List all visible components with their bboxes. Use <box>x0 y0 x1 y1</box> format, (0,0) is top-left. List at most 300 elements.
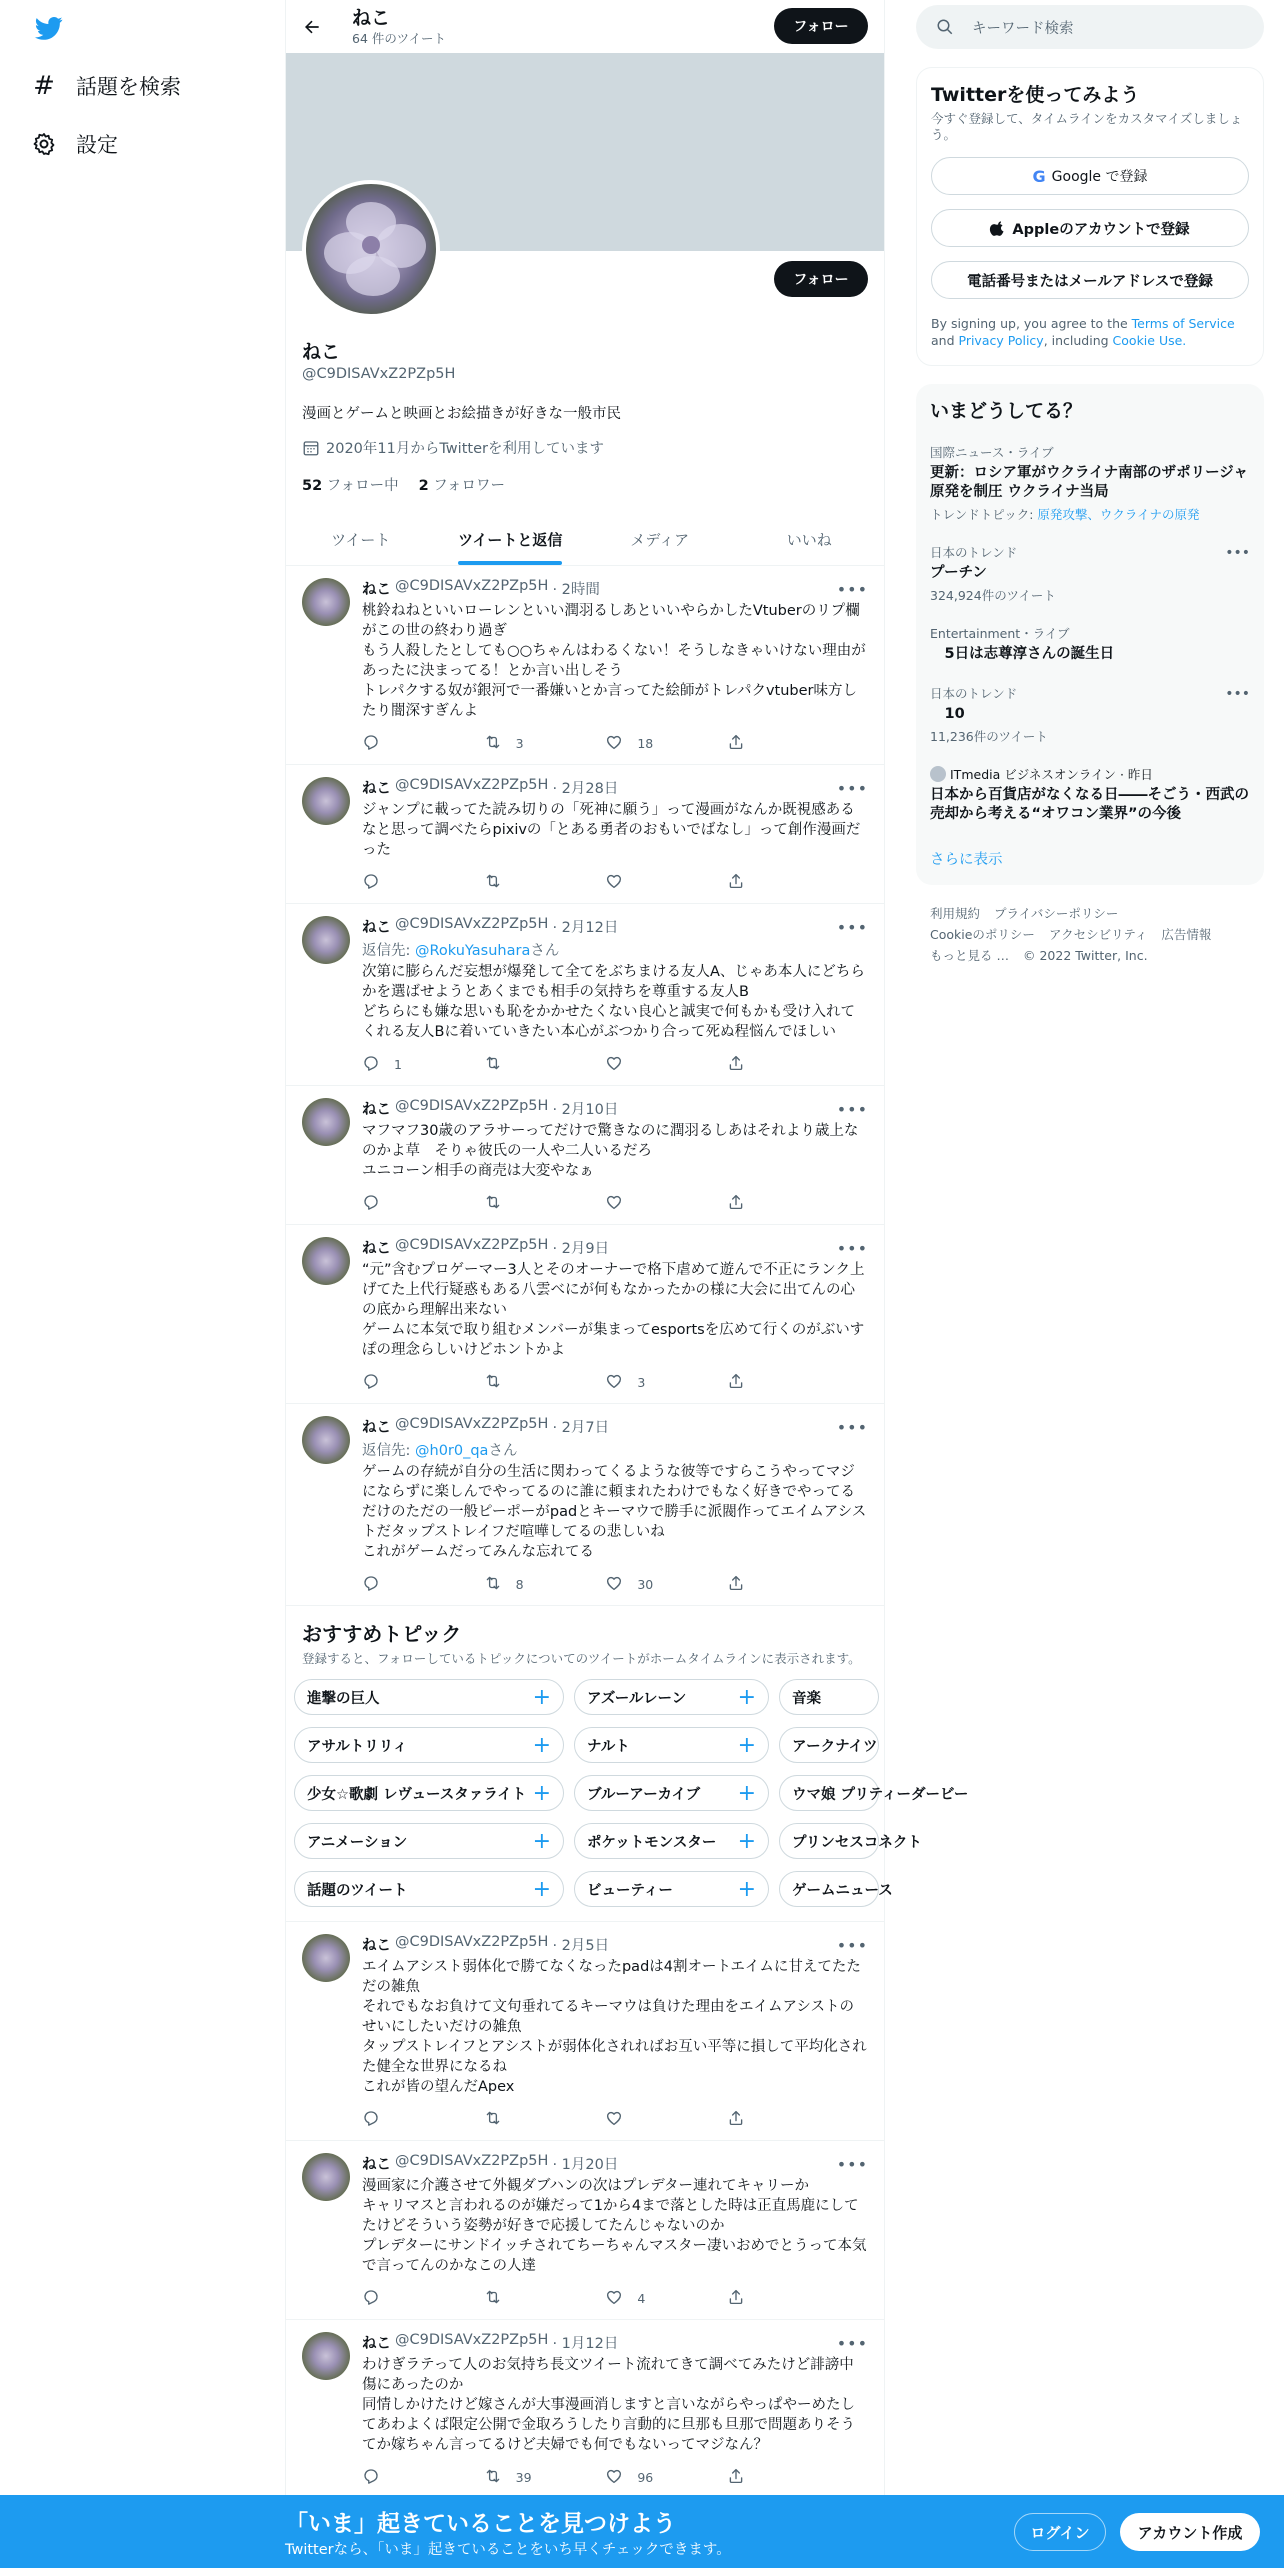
share-icon <box>727 872 745 893</box>
trend-context <box>930 765 1250 783</box>
tweet-avatar[interactable] <box>302 1416 350 1464</box>
tweet-actions <box>362 2288 787 2309</box>
heart-icon <box>605 1574 623 1595</box>
trend-context-text: 日本のトレンド <box>930 686 1018 701</box>
reply-prefix: 返信先: <box>362 1443 415 1459</box>
reply-to-handle[interactable]: @h0r0_qa <box>415 1443 489 1459</box>
tweet-time[interactable]: · 2月12日 <box>552 920 619 936</box>
topic-chip[interactable] <box>574 1727 769 1763</box>
like-count: 3 <box>637 1375 646 1390</box>
tweet-text: エイムアシスト弱体化で勝てなくなったpadは4割オートエイムに甘えてたただの雑魚 それでもなお負けて文句垂れてるキーマウは負けた理由をエイムアシストのせいにしたいだけの雑魚 タップストレイフとアシストが弱体化されればお互い平等に損して平均化された健全な世界になるね これが皆の望んだApex <box>362 1959 867 2095</box>
plus-icon[interactable]: + <box>737 1876 756 1902</box>
tweet-time[interactable]: · 2月10日 <box>552 1102 619 1118</box>
tweet[interactable] <box>286 1225 884 1404</box>
tweet-author-name[interactable]: ねこ <box>362 2157 391 2173</box>
topic-chip[interactable] <box>574 1679 769 1715</box>
show-more-link[interactable]: さらに表示 <box>930 852 1003 868</box>
footer-link[interactable]: 利用規約 <box>930 906 981 921</box>
retweet-icon <box>484 2109 502 2130</box>
like-button[interactable] <box>605 733 665 754</box>
tweet-author-name[interactable]: ねこ <box>362 781 391 797</box>
trend-topic-link[interactable]: 原発攻撃、ウクライナの原発 <box>1037 507 1200 522</box>
reply-icon <box>362 872 380 893</box>
login-button[interactable]: ログイン <box>1014 2513 1106 2551</box>
retweet-count: 3 <box>515 736 524 751</box>
tweet-author-name[interactable]: ねこ <box>362 1420 391 1436</box>
reply-suffix: さん <box>488 1443 518 1459</box>
more-options-icon[interactable]: ••• <box>836 1239 868 1258</box>
topic-row <box>294 1775 969 1811</box>
header-follow-button[interactable]: フォロー <box>774 8 868 44</box>
tweet-author-name[interactable]: ねこ <box>362 1102 391 1118</box>
following-label: フォロー中 <box>326 478 399 494</box>
timeline-section-2 <box>286 1922 884 2499</box>
calendar-icon <box>302 439 320 457</box>
trend-meta <box>930 727 1250 745</box>
footer-links <box>916 903 1264 966</box>
footer-link[interactable]: プライバシーポリシー <box>994 906 1119 921</box>
retweet-button[interactable] <box>484 1193 544 1214</box>
tweet-actions <box>362 1574 787 1595</box>
share-icon <box>727 1054 745 1075</box>
more-options-icon[interactable]: ••• <box>836 779 868 798</box>
reply-icon <box>362 1574 380 1595</box>
reply-icon <box>362 2288 380 2309</box>
trend-context-text: Entertainment・ライブ <box>930 626 1070 641</box>
reply-button[interactable] <box>362 1193 422 1214</box>
like-count: 30 <box>637 1577 654 1592</box>
like-button[interactable] <box>605 2467 665 2488</box>
trend-item[interactable] <box>930 664 1250 745</box>
tweet[interactable] <box>286 566 884 765</box>
profile-joined-text: 2020年11月からTwitterを利用しています <box>326 441 604 457</box>
plus-icon[interactable]: + <box>532 1684 551 1710</box>
reply-icon <box>362 1054 380 1075</box>
tweet-avatar[interactable] <box>302 1098 350 1146</box>
topic-row <box>294 1679 868 1715</box>
tab-tweets-and-replies[interactable]: ツイートと返信 <box>436 513 586 565</box>
phone-email-signup-button[interactable]: 電話番号またはメールアドレスで登録 <box>931 261 1249 299</box>
heart-icon <box>605 1054 623 1075</box>
share-button[interactable] <box>727 2467 787 2488</box>
reply-button[interactable] <box>362 872 422 893</box>
profile-header-bar <box>286 0 884 53</box>
reply-button[interactable] <box>362 2109 422 2130</box>
terms-text-1: By signing up, you agree to the <box>931 316 1132 331</box>
plus-icon[interactable]: + <box>532 1780 551 1806</box>
share-button[interactable] <box>727 1574 787 1595</box>
topic-label: アークナイツ <box>792 1738 878 1755</box>
topic-label: 進撃の巨人 <box>307 1690 380 1707</box>
retweet-icon <box>484 1054 502 1075</box>
topic-chip[interactable] <box>574 1871 769 1907</box>
like-button[interactable] <box>605 1372 665 1393</box>
footer-link[interactable]: Cookieのポリシー <box>930 927 1035 942</box>
trend-context <box>930 543 1250 561</box>
retweet-button[interactable] <box>484 733 544 754</box>
header-tweet-count: 64 件のツイート <box>352 30 447 46</box>
topic-label: アニメーション <box>307 1834 408 1851</box>
signup-button[interactable]: アカウント作成 <box>1120 2513 1260 2551</box>
reply-suffix: さん <box>530 943 560 959</box>
topic-chip[interactable] <box>779 1871 893 1907</box>
topic-row <box>294 1871 893 1907</box>
reply-prefix: 返信先: <box>362 943 415 959</box>
more-options-icon[interactable]: ••• <box>1225 545 1250 561</box>
tweet-author-handle[interactable]: @C9DISAVxZ2PZp5H <box>395 2153 549 2169</box>
trend-context <box>930 684 1250 702</box>
retweet-icon <box>484 2288 502 2309</box>
like-button[interactable] <box>605 872 665 893</box>
topic-label: プリンセスコネクト <box>792 1834 922 1851</box>
share-button[interactable] <box>727 2288 787 2309</box>
tweet-time[interactable]: · 2月5日 <box>552 1938 610 1954</box>
tweet-actions <box>362 872 787 893</box>
retweet-button[interactable] <box>484 2109 544 2130</box>
search-input[interactable] <box>916 5 1264 49</box>
search-placeholder: キーワード検索 <box>972 20 1074 37</box>
more-options-icon[interactable]: ••• <box>836 580 868 599</box>
share-icon <box>727 2109 745 2130</box>
trend-item[interactable] <box>930 423 1250 523</box>
topics-title: おすすめトピック <box>302 1622 462 1646</box>
topic-chip[interactable] <box>294 1679 564 1715</box>
more-options-icon[interactable]: ••• <box>836 1100 868 1119</box>
reply-icon <box>362 2467 380 2488</box>
tweet-avatar[interactable] <box>302 2332 350 2380</box>
tab-likes[interactable]: いいね <box>786 530 832 549</box>
like-count: 18 <box>637 736 654 751</box>
trend-item[interactable] <box>930 604 1250 664</box>
tweet-author-handle[interactable]: @C9DISAVxZ2PZp5H <box>395 777 549 793</box>
trend-context <box>930 624 1250 642</box>
topic-chip[interactable] <box>574 1823 769 1859</box>
tweet-author-name[interactable]: ねこ <box>362 1938 391 1954</box>
reply-icon <box>362 1372 380 1393</box>
retweet-count: 39 <box>515 2470 532 2485</box>
plus-icon[interactable]: + <box>532 1876 551 1902</box>
signup-card <box>916 67 1264 366</box>
retweet-icon <box>484 1574 502 1595</box>
trend-title: プーチン <box>930 565 987 581</box>
more-options-icon[interactable]: ••• <box>1225 686 1250 702</box>
profile-bio: 漫画とゲームと映画とお絵描きが好きな一般市民 <box>302 406 621 422</box>
retweet-icon <box>484 1193 502 1214</box>
like-button[interactable] <box>605 1193 665 1214</box>
trend-title: 5日は志尊淳さんの誕生日 <box>930 646 1115 662</box>
tweet-text: 漫画家に介護させて外観ダブハンの次はプレデター連れてキャリーか キャリマスと言われるのが嫌だって1から4まで落とした時は正直馬鹿にしてたけどそういう姿勢が好きで応援してたんじゃないのか プレデターにサンドイッチされてちーちゃんマスター凄いおめでとうって本気で言ってんのかなこの人達 <box>362 2178 867 2274</box>
trend-item[interactable] <box>930 523 1250 604</box>
tweet-time[interactable]: · 2時間 <box>552 582 600 598</box>
tweet-time[interactable]: · 2月7日 <box>552 1420 610 1436</box>
tweet-author-handle[interactable]: @C9DISAVxZ2PZp5H <box>395 916 549 932</box>
reply-button[interactable] <box>362 1574 422 1595</box>
nav-settings-label: 設定 <box>76 133 118 157</box>
plus-icon[interactable]: + <box>737 1780 756 1806</box>
tweet-author-handle[interactable]: @C9DISAVxZ2PZp5H <box>395 1237 549 1253</box>
topic-chip[interactable] <box>779 1679 879 1715</box>
share-icon <box>727 2288 745 2309</box>
retweet-icon <box>484 2467 502 2488</box>
cookie-use-link[interactable]: Cookie Use. <box>1112 333 1187 348</box>
profile-follow-button[interactable]: フォロー <box>774 261 868 297</box>
topic-chip[interactable] <box>294 1823 564 1859</box>
like-button[interactable] <box>605 1574 665 1595</box>
terms-of-service-link[interactable]: Terms of Service <box>1131 316 1235 331</box>
tweet-actions <box>362 2109 787 2130</box>
topics-description: 登録すると、フォローしているトピックについてのツイートがホームタイムラインに表示されます。 <box>302 1651 861 1666</box>
trend-context-text: 国際ニュース・ライブ <box>930 445 1054 460</box>
reply-button[interactable] <box>362 2288 422 2309</box>
terms-text-3: , including <box>1043 333 1113 348</box>
heart-icon <box>605 733 623 754</box>
topic-chip[interactable] <box>779 1727 879 1763</box>
tweet-time[interactable]: · 1月12日 <box>552 2336 619 2352</box>
tweet-actions <box>362 1054 787 1075</box>
apple-icon <box>990 219 1006 237</box>
retweet-button[interactable] <box>484 2467 544 2488</box>
google-icon: G <box>1032 166 1046 186</box>
tweet-author-handle[interactable]: @C9DISAVxZ2PZp5H <box>395 1416 549 1432</box>
footer-link[interactable]: アクセシビリティ <box>1048 927 1148 942</box>
topic-label: アズールレーン <box>587 1690 687 1707</box>
reply-to-handle[interactable]: @RokuYasuhara <box>415 943 531 959</box>
tweet[interactable] <box>286 2141 884 2320</box>
right-sidebar <box>916 0 1264 966</box>
followers-label: フォロワー <box>433 478 506 494</box>
tweet-avatar[interactable] <box>302 777 350 825</box>
tweet-text: ゲームの存続が自分の生活に関わってくるような彼等ですらこうやってマジにならずに楽しんでやってるのに誰に頼まれたわけでもなく好きでやってるだけのただの一般ピーポーがpadとキーマウで勝手に派閥作ってエイムアシストだタップストレイフだ喧嘩してるの悲しいね これがゲームだってみんな忘れてる <box>362 1464 867 1560</box>
tweet[interactable] <box>286 904 884 1086</box>
share-icon <box>727 2467 745 2488</box>
search-icon <box>936 18 954 36</box>
privacy-policy-link[interactable]: Privacy Policy <box>958 333 1044 348</box>
share-icon <box>727 1574 745 1595</box>
apple-signup-button[interactable] <box>931 209 1249 247</box>
tweet-author-name[interactable]: ねこ <box>362 582 391 598</box>
tweet-author-name[interactable]: ねこ <box>362 1241 391 1257</box>
following-count: 52 <box>302 478 323 494</box>
footer-link[interactable]: 広告情報 <box>1161 927 1212 942</box>
signup-title: Twitterを使ってみよう <box>931 84 1140 106</box>
nav-settings[interactable] <box>32 124 118 164</box>
tweet-text: ジャンプに載ってた読み切りの「死神に願う」って漫画がなんか既視感あるなと思って調べたらpixivの「とある勇者のおもいでばなし」って創作漫画だった <box>362 802 861 858</box>
nav-explore-label: 話題を検索 <box>76 75 181 99</box>
tweet-actions <box>362 1372 787 1393</box>
tweet-author-handle[interactable]: @C9DISAVxZ2PZp5H <box>395 578 549 594</box>
reply-button[interactable] <box>362 2467 422 2488</box>
tweet-avatar[interactable] <box>302 1934 350 1982</box>
share-button[interactable] <box>727 1372 787 1393</box>
trend-meta-text: 11,236件のツイート <box>930 729 1048 744</box>
topic-chip[interactable] <box>779 1823 922 1859</box>
retweet-button[interactable] <box>484 1574 544 1595</box>
topic-label: ゲームニュース <box>792 1882 893 1899</box>
share-button[interactable] <box>727 2109 787 2130</box>
twitter-logo-icon[interactable] <box>32 14 66 42</box>
footer-link[interactable]: もっと見る … <box>930 948 1009 963</box>
topic-label: 少女☆歌劇 レヴュースタァライト <box>307 1786 527 1803</box>
retweet-button[interactable] <box>484 872 544 893</box>
profile-info <box>286 251 884 495</box>
plus-icon[interactable]: + <box>737 1684 756 1710</box>
trend-title: 10 <box>930 706 965 722</box>
topic-label: ビューティー <box>587 1882 673 1899</box>
plus-icon[interactable]: + <box>737 1732 756 1758</box>
tab-media[interactable]: メディア <box>630 530 690 549</box>
plus-icon[interactable]: + <box>532 1732 551 1758</box>
tweet[interactable] <box>286 1922 884 2141</box>
tweet-actions <box>362 733 787 754</box>
tweet-text: “元”含むプロゲーマー3人とそのオーナーで格下虐めて遊んで不正にランク上げてた上代行疑惑もある八雲べにが何もなかったかの様に大会に出てんの心の底から理解出来ない ゲームに本気で取り組むメンバーが集まってesportsを広めて行くのがぶいすぽの理念らしいけどホントかよ <box>362 1262 865 1358</box>
tweet-author-handle[interactable]: @C9DISAVxZ2PZp5H <box>395 2332 549 2348</box>
heart-icon <box>605 1372 623 1393</box>
tweet-reply-to <box>362 1439 868 1460</box>
tweet-author-name[interactable]: ねこ <box>362 2336 391 2352</box>
signup-terms <box>931 315 1249 349</box>
more-options-icon[interactable]: ••• <box>836 1418 868 1437</box>
topic-label: ナルト <box>587 1738 630 1755</box>
publisher-avatar <box>930 766 946 782</box>
gear-icon <box>32 132 56 156</box>
tweet-text: 次第に膨らんだ妄想が爆発して全てをぶちまける友人A、じゃあ本人にどちらかを選ばせようとあくまでも相手の気持ちを尊重する友人B どちらにも嫌な思いも恥をかかせたくない良心と誠実で何もかも受け入れてくれる友人Bに着いていきたい本心がぶつかり合って死ぬ程悩んでほしい <box>362 964 865 1040</box>
trends-title: いまどうしてる？ <box>930 400 1083 422</box>
topic-chip[interactable] <box>294 1775 564 1811</box>
topic-label: アサルトリリィ <box>307 1738 408 1755</box>
heart-icon <box>605 1193 623 1214</box>
tweet[interactable] <box>286 1086 884 1225</box>
more-options-icon[interactable]: ••• <box>836 2155 868 2174</box>
profile-name: ねこ <box>302 341 341 363</box>
plus-icon[interactable]: + <box>532 1828 551 1854</box>
tweet-avatar[interactable] <box>302 916 350 964</box>
tweet-actions <box>362 1193 787 1214</box>
topic-chip[interactable] <box>574 1775 769 1811</box>
reply-count: 1 <box>394 1057 402 1072</box>
heart-icon <box>605 872 623 893</box>
timeline-section-1 <box>286 566 884 1606</box>
trend-title: 日本から百貨店がなくなる日――そごう・西武の売却から考える“オワコン業界”の今後 <box>930 787 1249 822</box>
followers-count: 2 <box>418 478 429 494</box>
reply-button[interactable] <box>362 1372 422 1393</box>
share-button[interactable] <box>727 1193 787 1214</box>
tab-tweets[interactable]: ツイート <box>331 530 391 549</box>
like-button[interactable] <box>605 1054 665 1075</box>
followers-link[interactable] <box>419 474 505 495</box>
tweet[interactable] <box>286 1404 884 1606</box>
footer-link: © 2022 Twitter, Inc. <box>1022 948 1148 963</box>
signup-subtitle: 今すぐ登録して、タイムラインをカスタマイズしましょう。 <box>931 111 1243 142</box>
nav-explore[interactable] <box>32 66 181 106</box>
trend-meta-text: トレンドトピック: <box>930 507 1038 522</box>
more-options-icon[interactable]: ••• <box>836 1936 868 1955</box>
reply-icon <box>362 2109 380 2130</box>
share-button[interactable] <box>727 872 787 893</box>
reply-button[interactable] <box>362 1054 422 1075</box>
tweet-reply-to <box>362 939 868 960</box>
trend-meta <box>930 586 1250 604</box>
tweet-author-handle[interactable]: @C9DISAVxZ2PZp5H <box>395 1934 549 1950</box>
tweet-text: わけぎラテって人のお気持ち長文ツイート流れてきて調べてみたけど誹謗中傷にあったのか 同情しかけたけど嫁さんが大事漫画消しますと言いながらやっぱやーめたしてあわよくば限定公開で金取ろうしたり言動的に旦那も旦那で問題ありそう てか嫁ちゃん言ってるけど夫婦でも何でもないってマジなん？ <box>362 2357 855 2453</box>
profile-tabs <box>286 513 884 566</box>
retweet-icon <box>484 1372 502 1393</box>
tweet-avatar[interactable] <box>302 1237 350 1285</box>
terms-text-2: and <box>931 333 959 348</box>
trend-context-text: ITmedia ビジネスオンライン · 昨日 <box>950 767 1153 782</box>
topic-label: ウマ娘 プリティーダービー <box>792 1786 969 1803</box>
retweet-button[interactable] <box>484 2288 544 2309</box>
like-button[interactable] <box>605 2109 665 2130</box>
tweet-author-name[interactable]: ねこ <box>362 920 391 936</box>
retweet-count: 8 <box>515 1577 524 1592</box>
tweet[interactable] <box>286 765 884 904</box>
following-link[interactable] <box>302 474 399 495</box>
topic-label: ブルーアーカイブ <box>587 1786 701 1803</box>
tweet-time[interactable]: · 1月20日 <box>552 2157 619 2173</box>
header-name: ねこ <box>352 6 391 29</box>
tweet[interactable] <box>286 2320 884 2499</box>
profile-follow-stats <box>302 474 868 495</box>
topic-row <box>294 1823 922 1859</box>
trend-meta-text: 324,924件のツイート <box>930 588 1056 603</box>
heart-icon <box>605 2467 623 2488</box>
share-button[interactable] <box>727 733 787 754</box>
like-count: 96 <box>637 2470 654 2485</box>
hashtag-icon: # <box>33 71 55 101</box>
tweet-text: 桃鈴ねねといいローレンといい潤羽るしあといいやらかしたVtuberのリプ欄がこの世の終わり過ぎ もう人殺したとしても○○ちゃんはわるくない！そうしなきゃいけない理由があったに決まってる！とか言い出しそう トレパクする奴が銀河で一番嫌いとか言ってた絵師がトレパクvtuber味方したり闇深すぎんよ <box>362 603 866 719</box>
retweet-button[interactable] <box>484 1372 544 1393</box>
profile-handle: @C9DISAVxZ2PZp5H <box>302 366 456 382</box>
topic-label: ポケットモンスター <box>587 1834 717 1851</box>
more-options-icon[interactable]: ••• <box>836 2334 868 2353</box>
google-signup-button[interactable] <box>931 157 1249 195</box>
back-arrow-icon[interactable] <box>302 17 322 37</box>
like-button[interactable] <box>605 2288 665 2309</box>
retweet-button[interactable] <box>484 1054 544 1075</box>
trend-item[interactable] <box>930 745 1250 824</box>
google-signup-label: Google で登録 <box>1051 169 1148 185</box>
plus-icon[interactable]: + <box>737 1828 756 1854</box>
bottom-title: 「いま」起きていることを見つけよう <box>285 2511 676 2537</box>
reply-button[interactable] <box>362 733 422 754</box>
tweet-author-handle[interactable]: @C9DISAVxZ2PZp5H <box>395 1098 549 1114</box>
recommended-topics <box>286 1606 969 1922</box>
trends-card <box>916 384 1264 885</box>
trend-meta <box>930 505 1250 523</box>
share-icon <box>727 1193 745 1214</box>
topic-chip[interactable] <box>779 1775 969 1811</box>
more-options-icon[interactable]: ••• <box>836 918 868 937</box>
reply-icon <box>362 1193 380 1214</box>
trend-context <box>930 443 1250 461</box>
share-button[interactable] <box>727 1054 787 1075</box>
tweet-time[interactable]: · 2月9日 <box>552 1241 610 1257</box>
topic-label: 音楽 <box>792 1690 821 1707</box>
tweet-time[interactable]: · 2月28日 <box>552 781 619 797</box>
apple-signup-label: Appleのアカウントで登録 <box>1012 221 1190 238</box>
tweet-avatar[interactable] <box>302 2153 350 2201</box>
retweet-icon <box>484 733 502 754</box>
topic-row <box>294 1727 878 1763</box>
bottom-subtitle: Twitterなら、「いま」起きていることをいち早くチェックできます。 <box>285 2542 731 2558</box>
topic-chip[interactable] <box>294 1871 564 1907</box>
reply-icon <box>362 733 380 754</box>
tweet-avatar[interactable] <box>302 578 350 626</box>
retweet-icon <box>484 872 502 893</box>
trend-context-text: 日本のトレンド <box>930 545 1018 560</box>
tweet-text: マフマフ30歳のアラサーってだけで驚きなのに潤羽るしあはそれより歳上なのかよ草 そりゃ彼氏の一人や二人いるだろ ユニコーン相手の商売は大変やなぁ <box>362 1123 859 1179</box>
topic-chip[interactable] <box>294 1727 564 1763</box>
